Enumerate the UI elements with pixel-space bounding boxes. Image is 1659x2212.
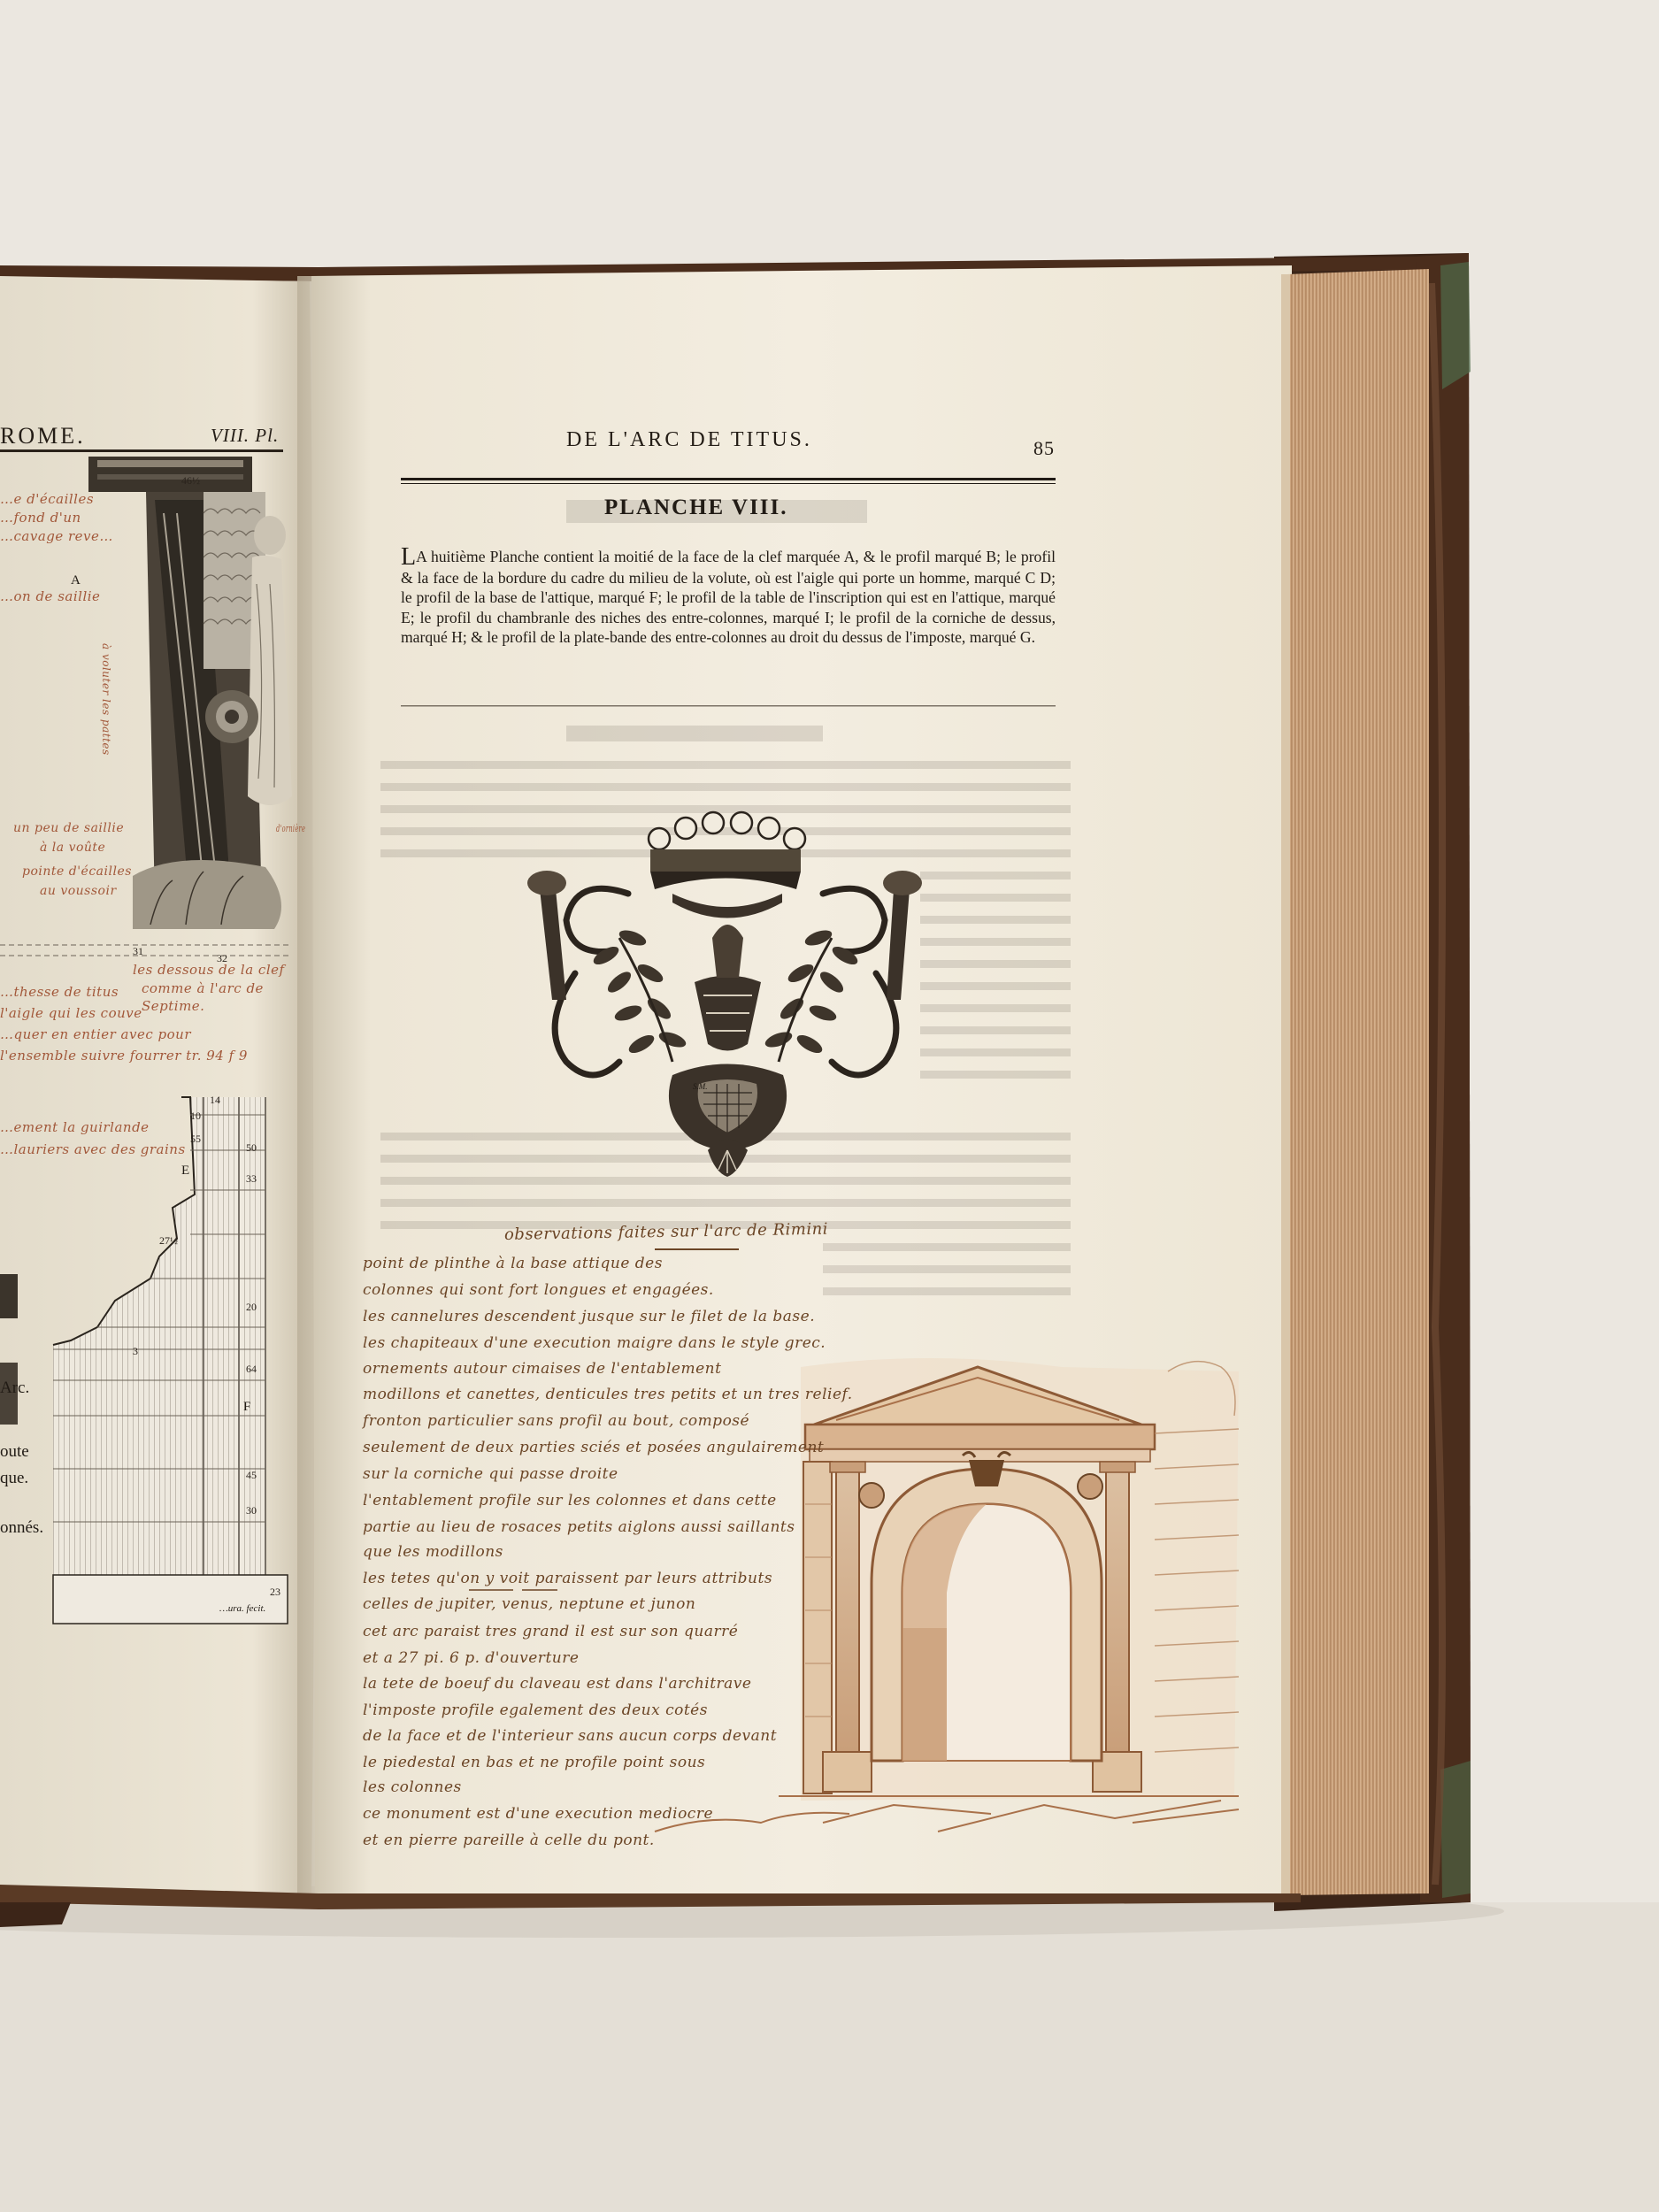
left-running-head: ROME. — [0, 423, 86, 449]
scale-number: 23 — [270, 1586, 280, 1598]
scale-number: 14 — [210, 1094, 220, 1106]
scale-number: 27½ — [159, 1234, 178, 1247]
figure-caption-fragment: onnés. — [0, 1518, 44, 1537]
scale-number: 55 — [190, 1133, 201, 1145]
manuscript-line: colonnes qui sont fort longues et engagées. — [363, 1281, 714, 1299]
running-head: DE L'ARC DE TITUS. — [566, 428, 812, 451]
manuscript-line: la tete de boeuf du claveau est dans l'architrave — [363, 1675, 752, 1693]
manuscript-line: cet arc paraist tres grand il est sur son quarré — [363, 1623, 739, 1640]
margin-annotation: …lauriers avec des grains — [0, 1141, 186, 1157]
manuscript-line: les tetes qu'on y voit paraissent par leurs attributs — [363, 1570, 773, 1587]
manuscript-line: ce monument est d'une execution mediocre — [363, 1805, 714, 1823]
manuscript-line: seulement de deux parties sciés et posées angulairement — [363, 1439, 825, 1456]
scale-number: 20 — [246, 1301, 257, 1313]
margin-annotation: …cavage reve… — [0, 528, 113, 544]
margin-annotation: à la voûte — [40, 841, 106, 855]
margin-annotation: d'ornière — [276, 823, 306, 834]
margin-annotation: l'ensemble suivre fourrer tr. 94 f 9 — [0, 1048, 248, 1064]
scale-number: 64 — [246, 1363, 257, 1375]
engraver-credit: …ura. fecit. — [219, 1603, 266, 1614]
ornament-signature: S.M. — [693, 1082, 708, 1091]
manuscript-line: ornements autour cimaises de l'entablement — [363, 1360, 722, 1378]
manuscript-line: l'imposte profile egalement des deux cotés — [363, 1701, 708, 1719]
manuscript-line: les chapiteaux d'une execution maigre dans le style grec. — [363, 1334, 826, 1352]
drop-cap: L — [401, 543, 417, 571]
scale-number: 45 — [246, 1469, 257, 1481]
margin-annotation: …thesse de titus — [0, 984, 119, 1000]
margin-annotation: l'aigle qui les couve — [0, 1005, 142, 1021]
manuscript-line: point de plinthe à la base attique des — [363, 1255, 663, 1272]
manuscript-line: et a 27 pi. 6 p. d'ouverture — [363, 1649, 580, 1667]
scale-number: 32 — [217, 952, 227, 964]
manuscript-line: fronton particulier sans profil au bout, composé — [363, 1412, 750, 1430]
scale-number: 33 — [246, 1172, 257, 1185]
manuscript-heading: observations faites sur l'arc de Rimini — [503, 1219, 829, 1244]
scale-number: 50 — [246, 1141, 257, 1154]
plate-description — [401, 543, 1056, 648]
figure-letter-a: A — [71, 573, 81, 588]
margin-annotation: comme à l'arc de — [142, 980, 264, 996]
manuscript-line: les colonnes — [363, 1778, 462, 1796]
margin-annotation: les dessous de la clef — [133, 962, 285, 978]
left-plate-number: VIII. Pl. — [211, 425, 280, 446]
plate-description-text: A huitième Planche contient la moitié de la face de la clef marquée A, & le profil marqué B; le profil & la face de la bordure du cadre du milieu de la volute, où est l'aigle qui porte un homme, marqué C D; le profil de la base de l'attique, marqué F; le profil de la table de l'inscription qui est en l'attique, marqué E; le profil du chambranle des niches des entre-colonnes, marqué I; le profil de la corniche de dessus, marqué H; & le profil de la plate-bande des entre-colonnes au droit du dessus de l'imposte, marqué G. — [401, 548, 1056, 646]
margin-annotation: pointe d'écailles — [22, 864, 132, 879]
scale-number: 3 — [133, 1345, 138, 1357]
manuscript-line: les cannelures descendent jusque sur le filet de la base. — [363, 1308, 816, 1325]
page-number: 85 — [1033, 437, 1055, 459]
margin-annotation: …ement la guirlande — [0, 1119, 150, 1135]
margin-annotation: au voussoir — [40, 884, 117, 898]
scale-number: 46½ — [181, 474, 200, 487]
manuscript-line: sur la corniche qui passe droite — [363, 1465, 618, 1483]
scale-number: 10 — [190, 1110, 201, 1122]
margin-annotation: …fond d'un — [0, 510, 81, 526]
margin-annotation: …on de saillie — [0, 588, 101, 604]
manuscript-line: modillons et canettes, denticules tres petits et un tres relief. — [363, 1386, 853, 1403]
margin-annotation: …quer en entier avec pour — [0, 1026, 191, 1042]
figure-caption-fragment: que. — [0, 1469, 29, 1487]
margin-annotation: …e d'écailles — [0, 491, 95, 507]
margin-annotation: un peu de saillie — [13, 821, 125, 835]
manuscript-line: partie au lieu de rosaces petits aiglons aussi saillants — [363, 1518, 795, 1536]
manuscript-line: de la face et de l'interieur sans aucun corps devant — [363, 1727, 778, 1745]
manuscript-line: que les modillons — [363, 1543, 503, 1561]
manuscript-line: le piedestal en bas et ne profile point sous — [363, 1754, 706, 1771]
figure-caption-fragment: Arc. — [0, 1379, 30, 1397]
scale-number: 31 — [133, 945, 143, 957]
figure-letter-e: E — [181, 1164, 190, 1178]
manuscript-line: et en pierre pareille à celle du pont. — [363, 1832, 655, 1849]
figure-letter-f: F — [243, 1400, 251, 1414]
margin-annotation: à voluter les pattes — [100, 643, 112, 756]
scale-number: 30 — [246, 1504, 257, 1517]
manuscript-line: l'entablement profile sur les colonnes et dans cette — [363, 1492, 777, 1509]
margin-annotation: Septime. — [142, 998, 205, 1014]
manuscript-line: celles de jupiter, venus, neptune et junon — [363, 1595, 696, 1613]
plate-title: PLANCHE VIII. — [604, 495, 788, 519]
figure-caption-fragment: oute — [0, 1442, 29, 1461]
